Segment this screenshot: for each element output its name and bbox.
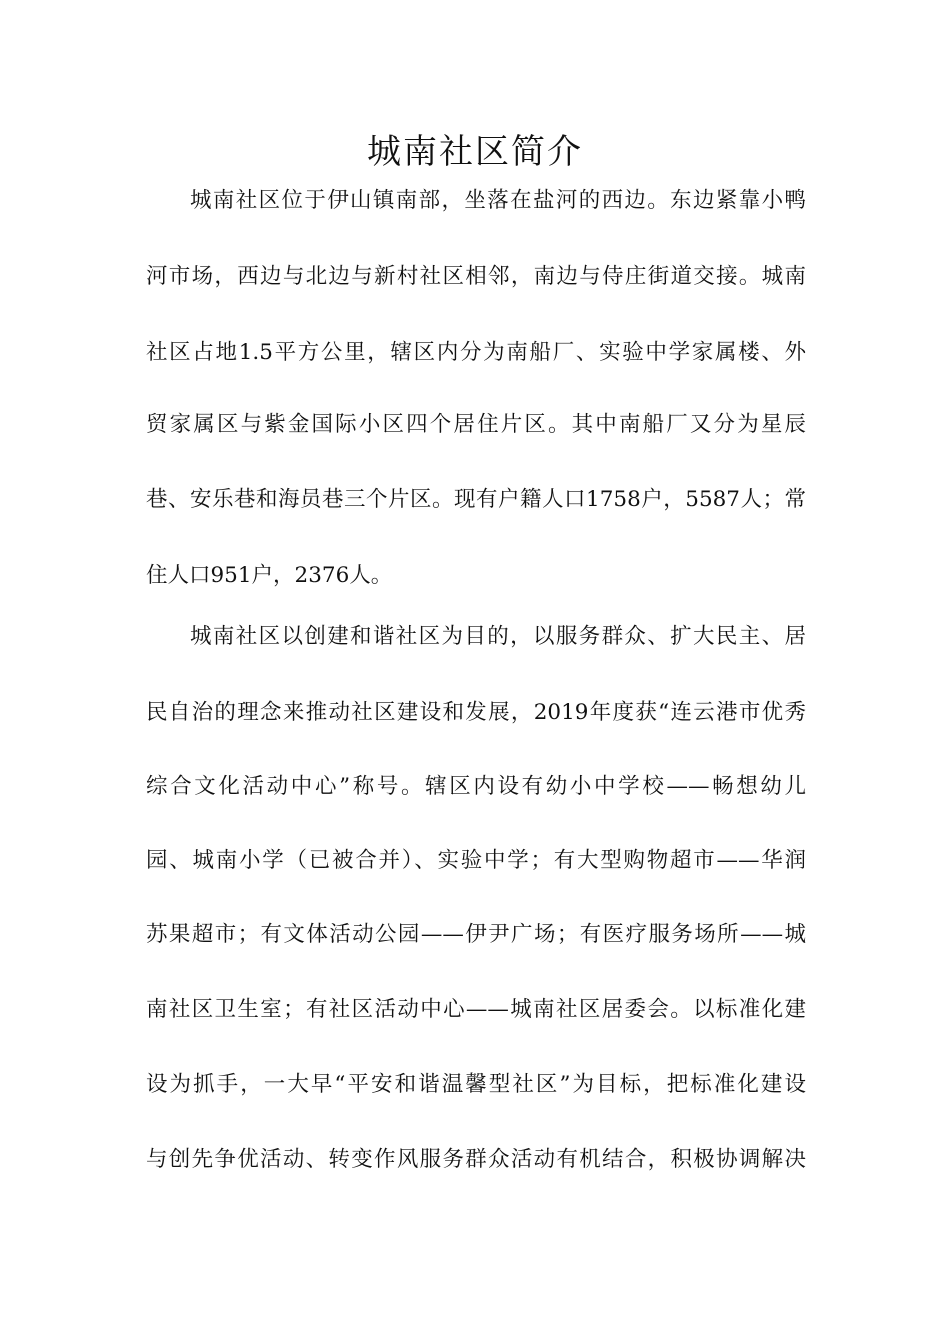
- paragraph-line: 南社区卫生室；有社区活动中心——城南社区居委会。以标准化建: [146, 997, 806, 1022]
- paragraph-line: 巷、安乐巷和海员巷三个片区。现有户籍人口1758户，5587人；常: [146, 487, 806, 512]
- paragraph-line: 民自治的理念来推动社区建设和发展，2019年度获“连云港市优秀: [146, 700, 806, 725]
- paragraph-line: 园、城南小学（已被合并）、实验中学；有大型购物超市——华润: [146, 848, 806, 873]
- paragraph-line: 综合文化活动中心”称号。辖区内设有幼小中学校——畅想幼儿: [146, 774, 806, 799]
- paragraph-line: 城南社区以创建和谐社区为目的，以服务群众、扩大民主、居: [190, 624, 806, 649]
- paragraph-line: 设为抓手，一大早“平安和谐温馨型社区”为目标，把标准化建设: [146, 1072, 806, 1097]
- paragraph-line: 与创先争优活动、转变作风服务群众活动有机结合，积极协调解决: [146, 1147, 806, 1172]
- paragraph-line: 河市场，西边与北边与新村社区相邻，南边与侍庄街道交接。城南: [146, 264, 806, 289]
- paragraph-line: 城南社区位于伊山镇南部，坐落在盐河的西边。东边紧靠小鸭: [190, 188, 806, 213]
- paragraph-line: 贸家属区与紫金国际小区四个居住片区。其中南船厂又分为星辰: [146, 412, 806, 437]
- paragraph-line: 社区占地1.5平方公里，辖区内分为南船厂、实验中学家属楼、外: [146, 340, 806, 365]
- paragraph-line: 苏果超市；有文体活动公园——伊尹广场；有医疗服务场所——城: [146, 922, 806, 947]
- document-title: 城南社区简介: [367, 132, 583, 172]
- paragraph-line: 住人口951户，2376人。: [146, 563, 393, 588]
